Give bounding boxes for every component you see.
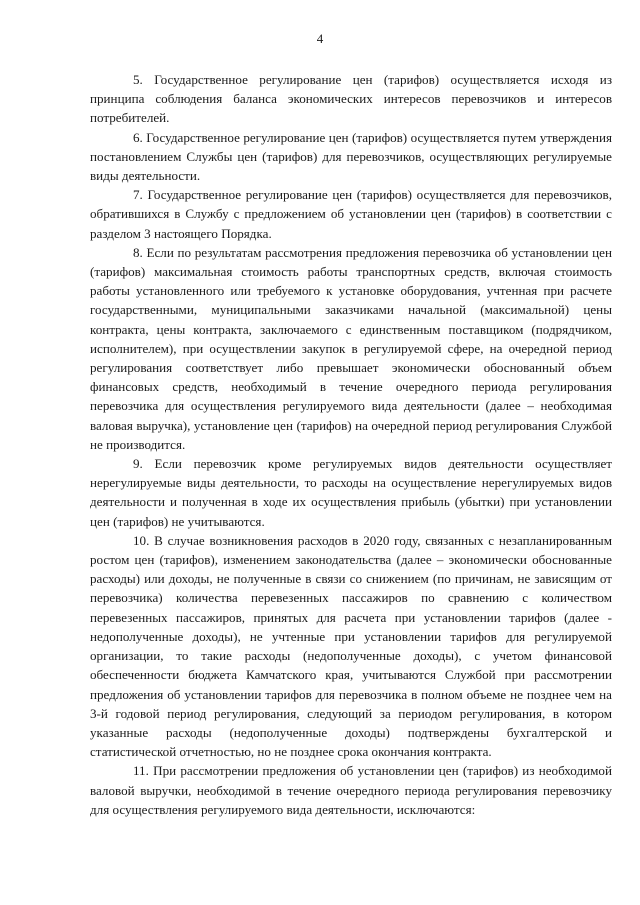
paragraph-11: 11. При рассмотрении предложения об установлении цен (тарифов) из необходимой валовой выручки, необходимой в течение очередного периода регулирования перевозчику для осуществления регулируемого вида деятельности, исключаются: [90, 763, 612, 817]
paragraph-9: 9. Если перевозчик кроме регулируемых видов деятельности осуществляет нерегулируемые виды деятельности, то расходы на осуществление нерегулируемых видов деятельности и полученная в ходе их осуществления прибыль (убытки) при установлении цен (тарифов) не учитываются. [90, 456, 612, 529]
paragraph-6: 6. Государственное регулирование цен (тарифов) осуществляется путем утверждения постановлением Службы цен (тарифов) для перевозчиков, осуществляющих регулируемые виды деятельности. [90, 129, 612, 184]
paragraph-10: 10. В случае возникновения расходов в 2020 году, связанных с незапланированным ростом цен (тарифов), изменением законодательства (далее – экономически обоснованные расходы) или доходы, не полученные в связи со снижением (по причинам, не зависящим от перевозчика) количества перевезенных пассажиров по сравнению с количеством перевезенных пассажиров, принятых для расчета при установлении тарифов (далее - недополученные доходы), не учтенные при установлении тарифов для регулируемой организации, то такие расходы (недополученные доходы), с учетом финансовой обеспеченности бюджета Камчатского края, учитываются Службой при рассмотрении предложения об установлении тарифов для перевозчика в полном объеме не позднее чем на 3-й годовой период регулирования, следующий за периодом регулирования, в котором указанные расходы (недополученные доходы) подтверждены бухгалтерской и статистической отчетностью, но не позднее срока окончания контракта. [90, 532, 612, 760]
paragraph-5: 5. Государственное регулирование цен (тарифов) осуществляется исходя из принципа соблюдения баланса экономических интересов перевозчиков и интересов потребителей. [90, 72, 612, 126]
document-body [90, 70, 612, 819]
paragraph-7: 7. Государственное регулирование цен (тарифов) осуществляется для перевозчиков, обратившихся в Службу с предложением об установлении цен (тарифов) в соответствии с разделом 3 настоящего Порядка. [90, 187, 612, 241]
paragraph-8: 8. Если по результатам рассмотрения предложения перевозчика об установлении цен (тарифов) максимальная стоимость работы транспортных средств, включая стоимость работы установленного или требуемого к установке оборудования, учтенная при расчете государственными, муниципальными заказчиками начальной (максимальной) цены контракта, цены контракта, заключаемого с единственным поставщиком (подрядчиком, исполнителем), при осуществлении закупок в регулируемой сфере, на очередной период регулирования соответствует либо превышает экономически обоснованный объем финансовых средств, необходимый в течение очередного периода регулирования перевозчика для осуществления регулируемого вида деятельности (далее – необходимая валовая выручка), установление цен (тарифов) на очередной период регулирования Службой не производится. [90, 244, 612, 452]
page-number: 4 [316, 31, 324, 46]
